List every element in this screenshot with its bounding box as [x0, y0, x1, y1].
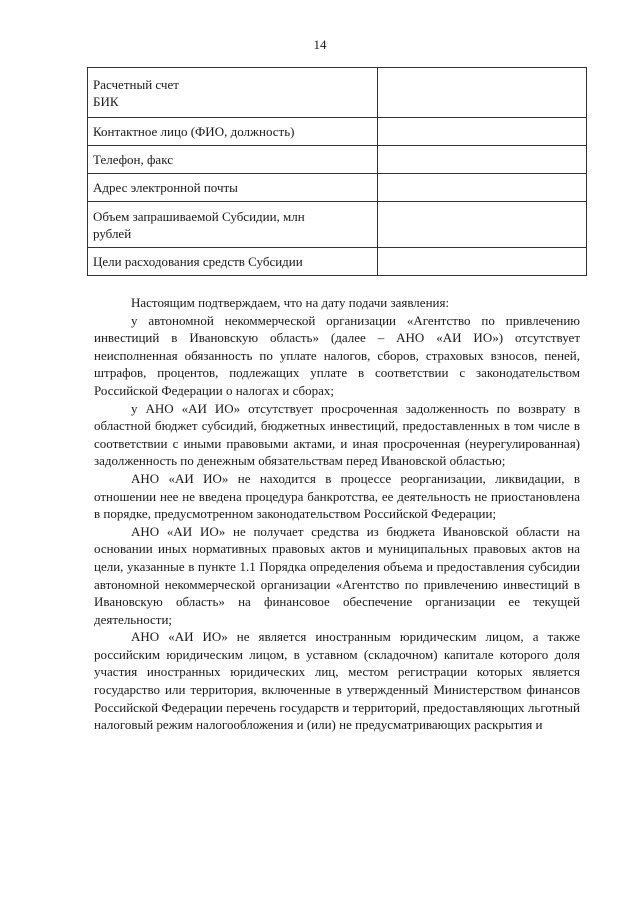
label-line: рублей [93, 225, 132, 241]
row-value-purpose [377, 248, 586, 276]
row-label-email [88, 174, 378, 202]
page-number: 14 [313, 37, 327, 52]
row-label-contact [88, 118, 378, 146]
row-label-account [88, 68, 378, 118]
label-line: Контактное лицо (ФИО, должность) [93, 124, 295, 139]
label-line: Объем запрашиваемой Субсидии, млн [93, 208, 305, 224]
applicant-info-table [87, 67, 587, 276]
row-value-account [377, 68, 586, 118]
table-row [88, 146, 587, 174]
paragraph-no-tax-debt: у автономной некоммерческой организации «Агентство по привлечению инвестиций в Ивановскую область» (далее – АНО «АИ ИО») отсутствует неисполненная обязанность по уплате налогов, сборов, страховых взносов, пеней, штрафов, процентов, подлежащих уплате в соответствии с законодательством Российской Федерации о налогах и сборах; [94, 312, 580, 398]
row-value-contact [377, 118, 586, 146]
label-line: Расчетный счет [93, 76, 179, 92]
table-row [88, 118, 587, 146]
paragraph-no-overdue-debt: у АНО «АИ ИО» отсутствует просроченная задолженность по возврату в областной бюджет субсидий, бюджетных инвестиций, предоставленных в том числе в соответствии с иными правовыми актами, и иная просроченная (неурегулированная) задолженность по денежным обязательствам перед Ивановской областью; [94, 400, 580, 469]
paragraph-not-foreign-entity: АНО «АИ ИО» не является иностранным юридическим лицом, а также российским юридическим лицом, в уставном (складочном) капитале которого доля участия иностранных юридических лиц, местом регистрации которых является государство или территория, включенные в утвержденный Министерством финансов Российской Федерации перечень государств и территорий, предоставляющих льготный налоговый режим налогообложения и (или) не предусматривающих раскрытия и [94, 629, 580, 733]
paragraph-intro: Настоящим подтверждаем, что на дату подачи заявления: [131, 295, 450, 310]
row-value-email [377, 174, 586, 202]
label-line: Цели расходования средств Субсидии [93, 254, 303, 269]
row-value-amount [377, 202, 586, 248]
paragraph-no-other-funding: АНО «АИ ИО» не получает средства из бюджета Ивановской области на основании иных нормативных правовых актов и муниципальных правовых актов на цели, указанные в пункте 1.1 Порядка определения объема и предоставления субсидии автономной некоммерческой организации «Агентство по привлечению инвестиций в Ивановскую область» на финансовое обеспечение организации ее текущей деятельности; [94, 523, 580, 627]
paragraph-no-reorganization: АНО «АИ ИО» не находится в процессе реорганизации, ликвидации, в отношении нее не введена процедура банкротства, ее деятельность не приостановлена в порядке, предусмотренном законодательством Российской Федерации; [94, 470, 580, 522]
label-line: Телефон, факс [93, 152, 173, 167]
row-label-phone [88, 146, 378, 174]
table-row [88, 202, 587, 248]
table-row [88, 248, 587, 276]
label-line: БИК [93, 93, 119, 109]
row-label-amount [88, 202, 378, 248]
row-label-purpose [88, 248, 378, 276]
table-row [88, 174, 587, 202]
row-value-phone [377, 146, 586, 174]
confirmation-text [94, 294, 580, 734]
label-line: Адрес электронной почты [93, 180, 238, 195]
table-row [88, 68, 587, 118]
